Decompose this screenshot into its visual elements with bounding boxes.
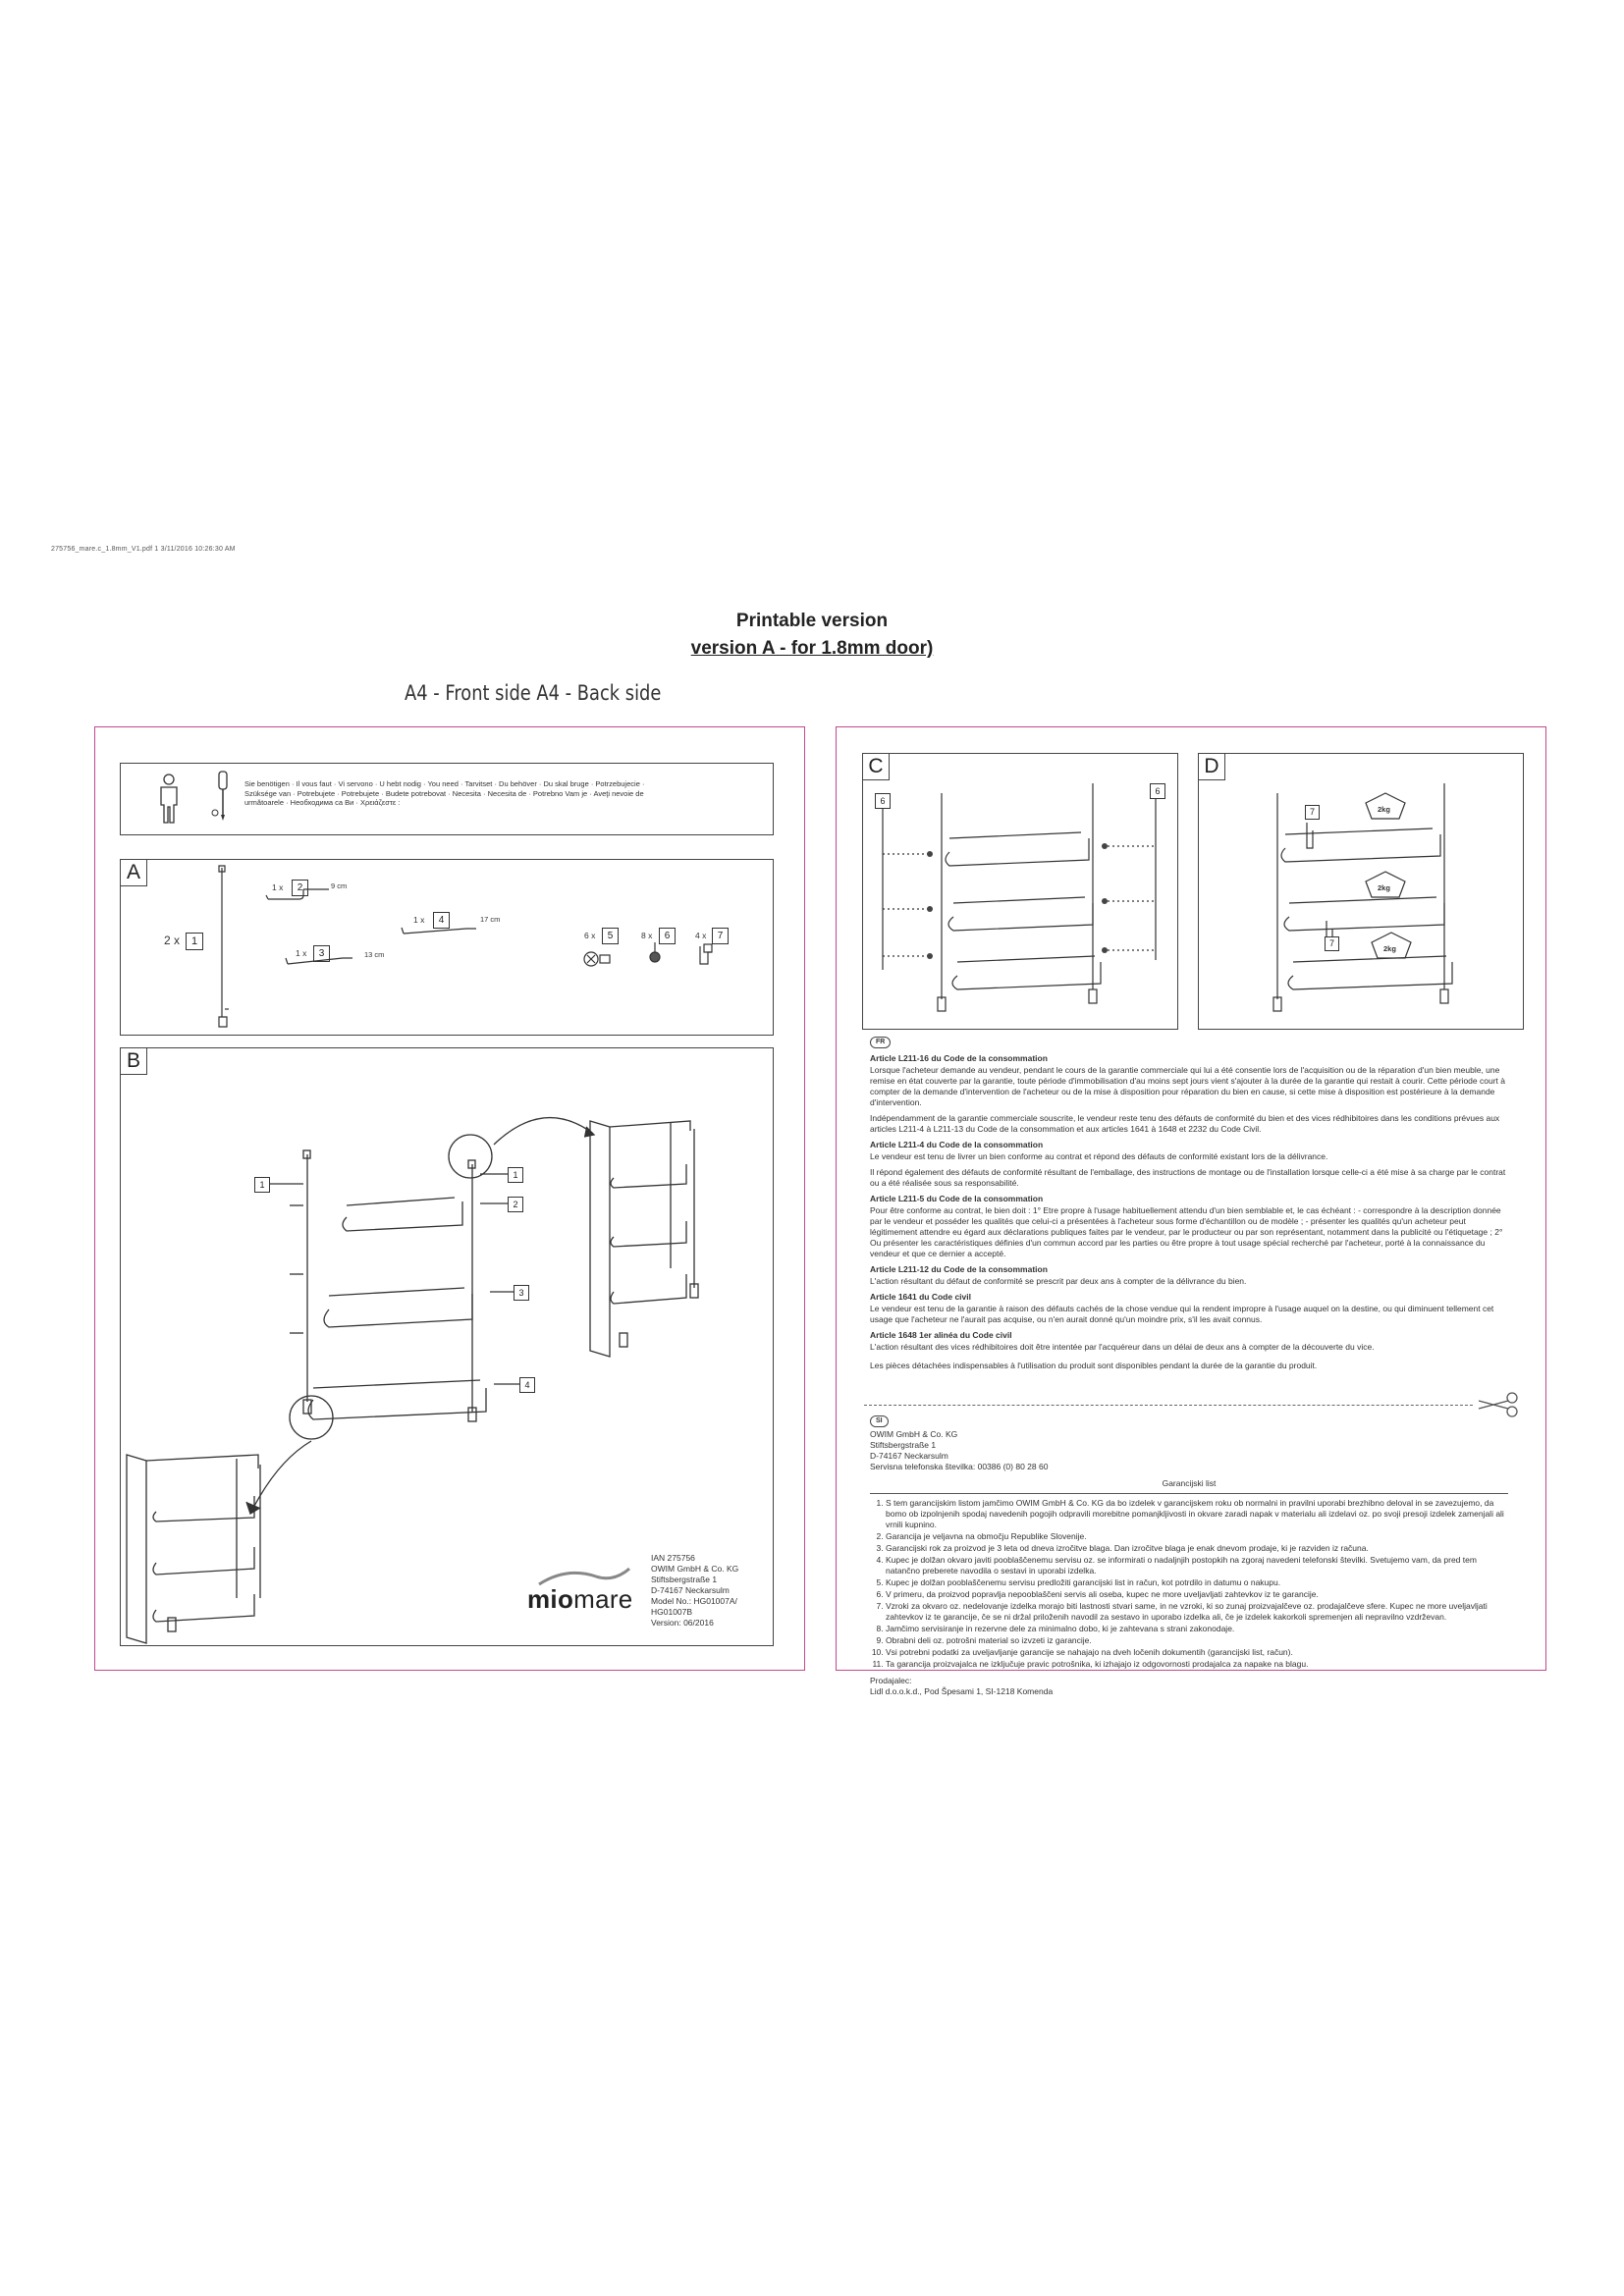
panel-d-label: D (1199, 754, 1225, 780)
cut-line (864, 1405, 1473, 1406)
address-block (870, 1429, 1508, 1472)
warranty-item: 8. Jamčimo servisiranje in rezervne dele za minimalno dobo, ki je zahtevana s strani zakonodaje. (886, 1624, 1508, 1634)
part-num-6: 6 (659, 928, 676, 944)
legal-heading: Article L211-16 du Code de la consommation (870, 1053, 1048, 1063)
side-label: A4 - Front side A4 - Back side (405, 681, 662, 705)
warranty-list (870, 1498, 1508, 1670)
legal-paragraph: Il répond également des défauts de conformité résultant de l'emballage, des instructions de montage ou de l'installation lorsque celle-ci a été mise à sa charge par le contrat ou a été réalisée sous sa responsabilité. (870, 1167, 1506, 1188)
part-num-7: 7 (712, 928, 729, 944)
brand-logo-normal: mare (573, 1584, 633, 1614)
legal-heading: Article 1648 1er alinéa du Code civil (870, 1330, 1012, 1340)
legal-paragraph: Pour être conforme au contrat, le bien doit : 1° Etre propre à l'usage habituellement attendu d'un bien semblable et, le cas échéant : - correspondre à la description donnée par le vendeur et posséder les qualités que celui-ci a présentées à l'acheteur sous forme d'échantillon ou de modèle ; - présenter les qualités qu'un acheteur peut légitimement attendre eu égard aux déclarations publiques faites par le vendeur, par le producteur ou par son représentant, notamment dans la publicité ou l'étiquetage ; 2° Ou présenter les caractéristiques définies d'un commun accord par les parties ou être propre à tout usage spécial recherché par l'acheteur, porté à la connaissance du vendeur et que ce dernier a accepté. (870, 1205, 1503, 1258)
brand-logo (527, 1584, 633, 1615)
legal-heading: Article 1641 du Code civil (870, 1292, 971, 1302)
warranty-title: Garancijski list (1162, 1478, 1217, 1488)
address-line: Servisna telefonska številka: 00386 (0) 80 28 60 (870, 1462, 1049, 1471)
info-line: Stiftsbergstraße 1 (651, 1575, 718, 1584)
legal-paragraph: Indépendamment de la garantie commerciale souscrite, le vendeur reste tenu des défauts de conformité du bien et des vices rédhibitoires dans les conditions prévues aux articles L211-4 à L211-13 du Code de la consommation et aux articles 1641 à 1648 et 2232 du Code Civil. (870, 1113, 1500, 1134)
callout-6-left: 6 (875, 793, 891, 809)
part-dim-2: 9 cm (331, 881, 348, 890)
part-dim-3: 13 cm (364, 950, 385, 959)
weight-label-bottom: 2kg (1383, 944, 1396, 953)
part-dim-4: 17 cm (480, 915, 501, 924)
country-badge-fr: FR (870, 1037, 891, 1048)
legal-paragraph: Lorsque l'acheteur demande au vendeur, pendant le cours de la garantie commerciale qui lui a été consentie lors de l'acquisition ou de la réparation d'un bien meuble, une remise en état couverte par la garantie, toute période d'immobilisation d'au moins sept jours vient s'ajouter à la durée de la garantie qui restait à courir. Cette période court à compter de la demande d'intervention de l'acheteur ou de la mise à disposition pour réparation du bien en cause, si cette mise à disposition est postérieure à la demande d'intervention. (870, 1065, 1505, 1107)
panel-c (862, 753, 1178, 1030)
drilling-diagram (863, 754, 1177, 1029)
part-qty-4: 1 x (413, 915, 425, 925)
warranty-item: 6. V primeru, da proizvod popravlja nepooblaščeni servis ali oseba, kupec ne more uveljavljati zahtevkov iz te garancije. (886, 1589, 1508, 1600)
weight-label-middle: 2kg (1378, 883, 1390, 892)
file-header: 275756_mare.c_1.8mm_V1.pdf 1 3/11/2016 10:26:30 AM (51, 546, 236, 553)
document-subtitle-text: version A - for 1.8mm door) (690, 638, 934, 659)
seller-label: Prodajalec: (870, 1676, 912, 1685)
legal-paragraph: Le vendeur est tenu de livrer un bien conforme au contrat et répond des défauts de conformité existant lors de la délivrance. (870, 1151, 1328, 1161)
warranty-item: 5. Kupec je dolžan pooblaščenemu servisu predložiti garancijski list in račun, kot potrdilo in datumu o nakupu. (886, 1577, 1508, 1588)
front-sheet (94, 726, 805, 1671)
panel-b-label: B (121, 1048, 147, 1075)
address-line: OWIM GmbH & Co. KG (870, 1429, 958, 1439)
warranty-item: 3. Garancijski rok za proizvod je 3 leta od dneva izročitve blaga. Dan izročitve blaga je enak dnevom prodaje, ki je razviden iz računa. (886, 1543, 1508, 1554)
document-subtitle (0, 638, 1624, 660)
info-line: IAN 275756 (651, 1553, 695, 1563)
document-title: Printable version (735, 611, 889, 631)
warranty-item: 2. Garancija je veljavna na območju Republike Slovenije. (886, 1531, 1508, 1542)
address-line: Stiftsbergstraße 1 (870, 1440, 937, 1450)
brand-logo-bold: mio (527, 1584, 574, 1614)
legal-heading: Article L211-5 du Code de la consommation (870, 1194, 1044, 1203)
screwdriver-icon (211, 770, 235, 825)
info-line: Version: 06/2016 (651, 1618, 714, 1628)
panel-c-label: C (863, 754, 890, 780)
warranty-item: 11. Ta garancija proizvajalca ne izključuje pravic potrošnika, ki izhajajo iz odgovornosti prodajalca za napake na blagu. (886, 1659, 1508, 1670)
panel-d (1198, 753, 1524, 1030)
panel-a (120, 859, 774, 1036)
legal-heading: Article L211-12 du Code de la consommation (870, 1264, 1048, 1274)
warranty-item: 7. Vzroki za okvaro oz. nedelovanje izdelka morajo biti lastnosti stvari same, in ne vzroki, ki so zunaj proizvajalčeve oz. prodajalčeve sfere. Kupec ne more uveljavljati zahtevkov iz te garancije, če se ni držal priloženih navodil za sestavo in uporabo izdelka ali, če je izdelek kakorkoli spremenjen ali nepravilno vzdrževan. (886, 1601, 1508, 1623)
weight-label-top: 2kg (1378, 805, 1390, 814)
callout-1-left: 1 (254, 1177, 270, 1193)
part-num-1: 1 (186, 933, 203, 950)
callout-4: 4 (519, 1377, 535, 1393)
parts-diagram (121, 860, 773, 1035)
legal-paragraph: Le vendeur est tenu de la garantie à raison des défauts cachés de la chose vendue qui la rendent impropre à l'usage auquel on la destine, ou qui diminuent tellement cet usage que l'acheteur ne l'aurait pas acquise, ou n'en aurait donné qu'un moindre prix, s'il les avait connus. (870, 1304, 1494, 1324)
part-qty-5: 6 x (584, 931, 596, 940)
legal-paragraph: Les pièces détachées indispensables à l'utilisation du produit sont disponibles pendant la durée de la garantie du produit. (870, 1361, 1318, 1370)
country-badge-si: SI (870, 1415, 889, 1427)
part-qty-6: 8 x (641, 931, 653, 940)
part-num-4: 4 (433, 912, 450, 929)
product-info (651, 1553, 773, 1629)
needs-text: Sie benötigen · Il vous faut · Vi servono · U hebt nodig · You need · Tarvitset · Du behöver · Du skal bruge · Potrzebujecie · Szüksége van · Potrebujete · Potrebujete · Budete potrebovat · Necesita · Necesita de · Potrebno Vam je · Aveţi nevoie de următoarele · Необходима са Ви · Χρειάζεστε : (244, 779, 645, 807)
address-line: D-74167 Neckarsulm (870, 1451, 948, 1461)
warranty-card (870, 1415, 1508, 1697)
panel-b (120, 1047, 774, 1646)
legal-paragraph: L'action résultant du défaut de conformité se prescrit par deux ans à compter de la délivrance du bien. (870, 1276, 1247, 1286)
part-num-2: 2 (292, 880, 308, 896)
callout-2: 2 (508, 1197, 523, 1212)
warranty-list-container (870, 1493, 1508, 1670)
info-line: Model No.: HG01007A/ HG01007B (651, 1596, 737, 1617)
legal-heading: Article L211-4 du Code de la consommation (870, 1140, 1044, 1149)
warranty-item: 4. Kupec je dolžan okvaro javiti pooblaščenemu servisu oz. se informirati o nadaljnjih postopkih na zgoraj navedeni telefonski številki. Svetujemo vam, da pred tem natančno preberete navodila o sestavi in uporabi izdelka. (886, 1555, 1508, 1576)
callout-6-right: 6 (1150, 783, 1165, 799)
needs-box (120, 763, 774, 835)
part-qty-3: 1 x (296, 948, 307, 958)
info-line: D-74167 Neckarsulm (651, 1585, 730, 1595)
legal-paragraph: L'action résultant des vices rédhibitoires doit être intentée par l'acquéreur dans un délai de deux ans à compter de la découverte du vice. (870, 1342, 1375, 1352)
callout-3: 3 (514, 1285, 529, 1301)
load-diagram (1199, 754, 1523, 1029)
callout-7-top: 7 (1305, 805, 1320, 820)
part-qty-1: 2 x (164, 934, 181, 947)
legal-text-fr (870, 1036, 1508, 1376)
info-line: OWIM GmbH & Co. KG (651, 1564, 739, 1574)
warranty-item: 10. Vsi potrebni podatki za uveljavljanje garancije se nahajajo na dveh ločenih dokumentih (garancijski list, račun). (886, 1647, 1508, 1658)
warranty-item: 1. S tem garancijskim listom jamčimo OWIM GmbH & Co. KG da bo izdelek v garancijskem roku ob normalni in pravilni uporabi brezhibno deloval in se zavezujemo, da bomo ob izpolnjenih spodaj navedenih pogojih odpravili morebitne pomanjkljivosti in okvare zaradi napak v materialu ali izdelavi oz. po svoji presoji izdelek zamenjali ali vrnili kupnino. (886, 1498, 1508, 1530)
back-sheet (836, 726, 1546, 1696)
part-qty-7: 4 x (695, 931, 707, 940)
warranty-item: 9. Obrabni deli oz. potrošni material so izvzeti iz garancije. (886, 1635, 1508, 1646)
callout-7-bottom: 7 (1325, 936, 1339, 951)
callout-1-right: 1 (508, 1167, 523, 1183)
seller-name: Lidl d.o.o.k.d., Pod Špesami 1, SI-1218 Komenda (870, 1686, 1054, 1696)
part-num-5: 5 (602, 928, 619, 944)
person-icon (156, 774, 182, 825)
panel-a-label: A (121, 860, 147, 886)
part-qty-2: 1 x (272, 882, 284, 892)
part-num-3: 3 (313, 945, 330, 962)
